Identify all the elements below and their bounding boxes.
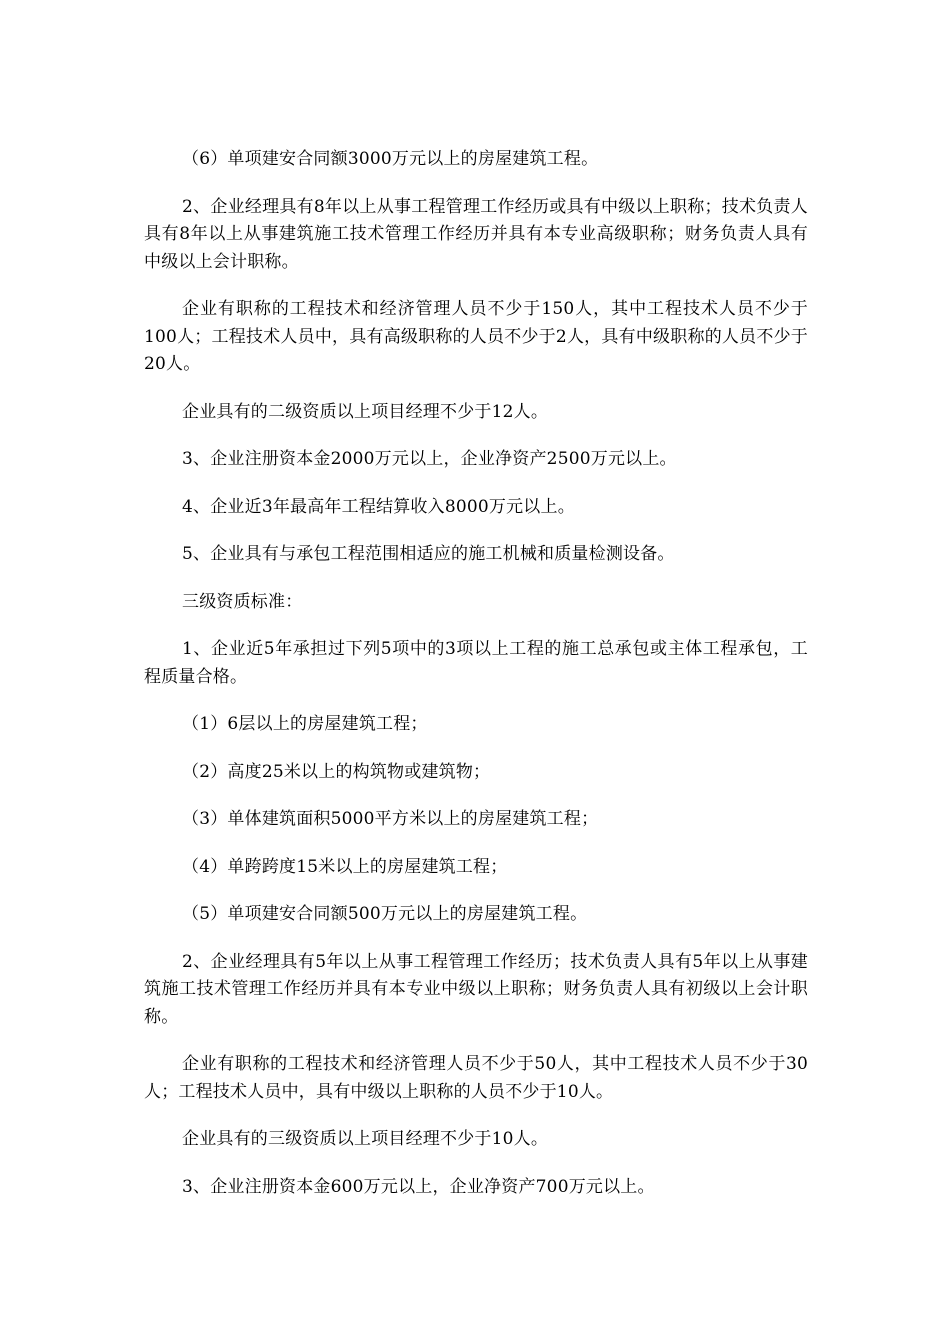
list-item: （3）单体建筑面积5000平方米以上的房屋建筑工程；	[182, 809, 599, 829]
paragraph: 4、企业近3年最高年工程结算收入8000万元以上。	[182, 496, 575, 517]
paragraph: 企业有职称的工程技术和经济管理人员不少于150人，其中工程技术人员不少于100人；工程技术人员中，具有高级职称的人员不少于2人，具有中级职称的人员不少于20人。	[144, 299, 808, 374]
list-item: （2）高度25米以上的构筑物或建筑物；	[182, 761, 491, 782]
section-heading: 三级资质标准：	[182, 591, 303, 612]
paragraph: 3、企业注册资本金2000万元以上，企业净资产2500万元以上。	[182, 449, 677, 469]
paragraph: （6）单项建安合同额3000万元以上的房屋建筑工程。	[182, 149, 599, 169]
paragraph: 企业具有的二级资质以上项目经理不少于12人。	[182, 401, 549, 422]
paragraph: 2、企业经理具有5年以上从事工程管理工作经历；技术负责人具有5年以上从事建筑施工技术管理工作经历并具有本专业中级以上职称；财务负责人具有初级以上会计职称。	[144, 951, 808, 1027]
paragraph: 3、企业注册资本金600万元以上，企业净资产700万元以上。	[182, 1176, 655, 1197]
list-item: （4）单跨跨度15米以上的房屋建筑工程；	[182, 856, 508, 877]
paragraph: 1、企业近5年承担过下列5项中的3项以上工程的施工总承包或主体工程承包，工程质量合格。	[144, 639, 808, 687]
paragraph: 企业有职称的工程技术和经济管理人员不少于50人，其中工程技术人员不少于30人；工程技术人员中，具有中级以上职称的人员不少于10人。	[144, 1054, 808, 1102]
list-item: （5）单项建安合同额500万元以上的房屋建筑工程。	[182, 904, 588, 924]
paragraph: 5、企业具有与承包工程范围相适应的施工机械和质量检测设备。	[182, 544, 675, 564]
paragraph: 企业具有的三级资质以上项目经理不少于10人。	[182, 1129, 549, 1149]
document-body	[144, 146, 808, 1221]
list-item: （1）6层以上的房屋建筑工程；	[182, 714, 428, 734]
paragraph: 2、企业经理具有8年以上从事工程管理工作经历或具有中级以上职称；技术负责人具有8年以上从事建筑施工技术管理工作经历并具有本专业高级职称；财务负责人具有中级以上会计职称。	[144, 196, 808, 272]
